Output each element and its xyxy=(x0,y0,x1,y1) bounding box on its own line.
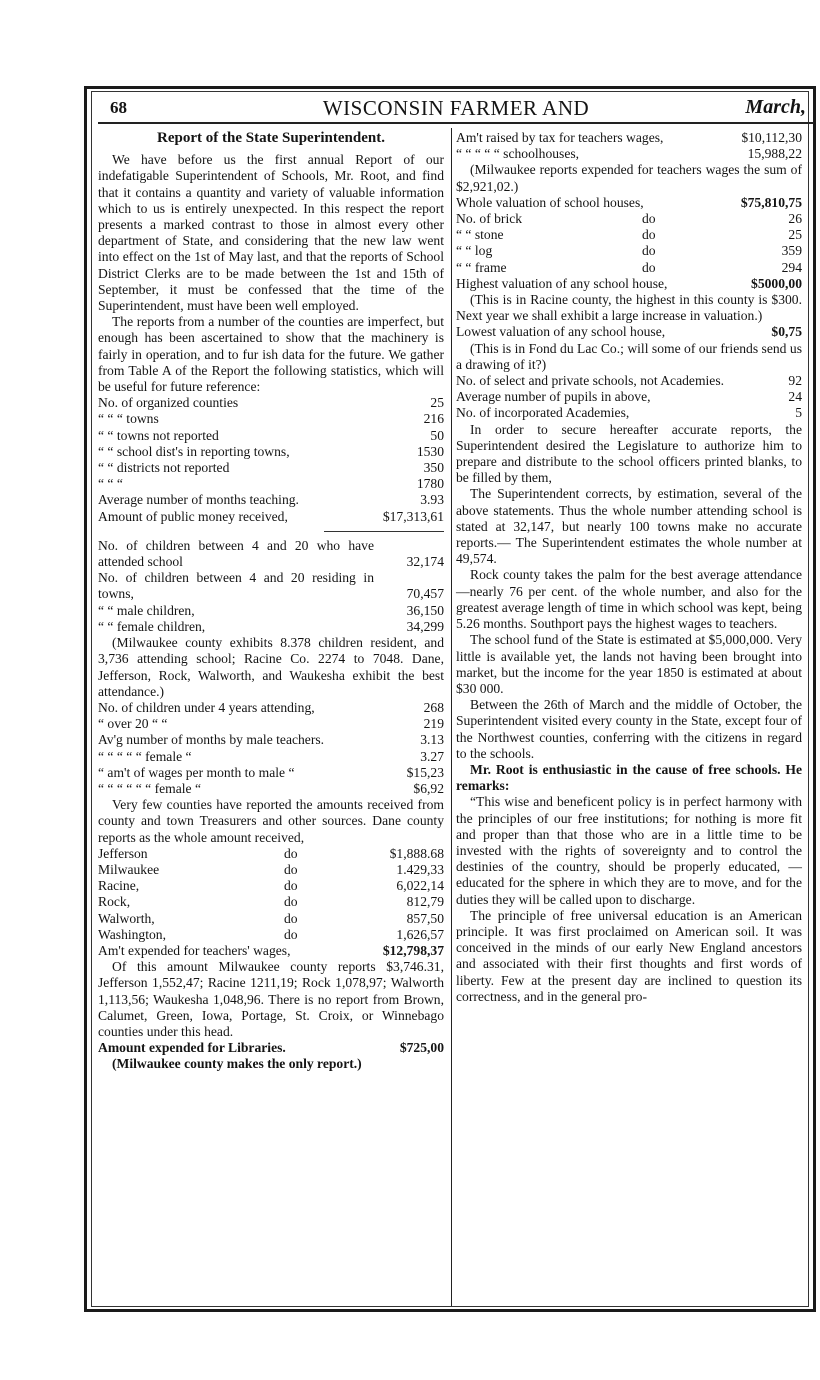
county-amounts-list xyxy=(98,846,444,943)
county-row: Racine, do 6,022,14 xyxy=(98,878,444,894)
stat-row: “ “ “ towns 216 xyxy=(98,411,444,427)
corrects-paragraph: The Superintendent corrects, by estimation, several of the above statements. Thus the whole number attending school is stated at 32,147, but nearly 100 towns make no accurate reports.— The Superintendent estimates the whole number at 49,574. xyxy=(456,486,802,567)
attendance-list xyxy=(98,700,444,797)
county-row: Rock, do 812,79 xyxy=(98,894,444,910)
milwaukee-county-paragraph: Of this amount Milwaukee county reports $3,746.31, Jefferson 1,552,47; Racine 1211,19; Rock 1,078,97; Walworth 1,113,56; Waukesha 1,048,96. There is no report from Brown, Calumet, Green, Iowa, Portage, St. Croix, or Winnebago counties under this head. xyxy=(98,959,444,1039)
libraries-note: (Milwaukee county makes the only report.) xyxy=(112,1056,362,1072)
publication-title: WISCONSIN FARMER AND xyxy=(322,96,590,120)
right-column xyxy=(456,130,802,1005)
lowest-note: (This is in Fond du Lac Co.; will some of our friends send us a drawing of it?) xyxy=(456,340,802,372)
highest-valuation-row: Highest valuation of any school house, $5000,00 xyxy=(456,275,802,291)
stat-row: “ “ “ 1780 xyxy=(98,476,444,492)
intro-paragraph: We have before us the first annual Report of our indefatigable Superintendent of Schools, Mr. Root, and find that it contains a quantity and variety of valuable information which to us is entirely unexpected. In this respect the report presents a marked contrast to those in almost every other department of State, and considering that the new law went into effect on the 1st of May last, and that the reports of School District Clerks are to be made between the 1st and 15th of September, it must be confessed that the time of the Superintendent, must have been well employed. xyxy=(98,152,444,314)
principle-paragraph: The principle of free universal education is an American principle. It was first proclaimed on American soil. It was conceived in the minds of our early New England ancestors and associated with their first thoughts and first words of liberty. Few at the present day are inclined to question its correctness, and in the general pro- xyxy=(456,907,802,1004)
children-list xyxy=(98,538,444,635)
column-divider xyxy=(451,128,452,1306)
school-houses-list xyxy=(456,211,802,276)
stat-row: “ “ school dist's in reporting towns, 1530 xyxy=(98,443,444,459)
county-row: Milwaukee do 1.429,33 xyxy=(98,861,444,877)
county-row: Jefferson do $1,888.68 xyxy=(98,845,444,861)
lowest-valuation-row: Lowest valuation of any school house, $0,75 xyxy=(456,324,802,340)
children-row: No. of children between 4 and 20 who have attended school 32,174 xyxy=(98,537,444,570)
root-paragraph: Mr. Root is enthusiastic in the cause of free schools. He remarks: xyxy=(456,761,802,794)
visit-paragraph: Between the 26th of March and the middle of October, the Superintendent visited every county in the State, except four of the Northwest counties, conferring with the citizens in regard to the schools. xyxy=(456,697,802,761)
highest-note: (This is in Racine county, the highest in this county is $300. Next year we shall exhibit a large increase in valuation.) xyxy=(456,292,802,324)
select-row: No. of incorporated Academies, 5 xyxy=(456,405,802,421)
attendance-row: Av'g number of months by male teachers. 3.13 xyxy=(98,732,444,748)
header-rule xyxy=(98,122,814,124)
teachers-wages-row: Am't expended for teachers' wages, $12,798,37 xyxy=(98,942,444,958)
house-row: No. of brick do 26 xyxy=(456,211,802,227)
tax-note: (Milwaukee reports expended for teachers wages the sum of $2,921,02.) xyxy=(456,162,802,194)
attendance-row: “ am't of wages per month to male “ $15,23 xyxy=(98,764,444,780)
house-row: “ “ frame do 294 xyxy=(456,259,802,275)
select-row: No. of select and private schools, not Academies. 92 xyxy=(456,373,802,389)
tax-row: “ “ “ “ “ schoolhouses, 15,988,22 xyxy=(456,146,802,162)
county-row: Washington, do 1,626,57 xyxy=(98,926,444,942)
stat-row: “ “ towns not reported 50 xyxy=(98,427,444,443)
stat-row: Average number of months teaching. 3.93 xyxy=(98,492,444,508)
stat-row: “ “ districts not reported 350 xyxy=(98,460,444,476)
attendance-row: “ “ “ “ “ female “ 3.27 xyxy=(98,748,444,764)
school-fund-paragraph: The school fund of the State is estimated at $5,000,000. Very little is available yet, the lands not having been brought into market, but the income for the year 1850 is estimated at about $30 000. xyxy=(456,632,802,696)
house-row: “ “ stone do 25 xyxy=(456,227,802,243)
children-row: “ “ male children, 36,150 xyxy=(98,602,444,618)
section-separator xyxy=(324,531,444,532)
house-row: “ “ log do 359 xyxy=(456,243,802,259)
article-heading: Report of the State Superintendent. xyxy=(157,130,385,146)
issue-month: March, xyxy=(745,96,806,118)
left-column xyxy=(98,130,444,1073)
select-row: Average number of pupils in above, 24 xyxy=(456,389,802,405)
libraries-row: Amount expended for Libraries. $725,00 xyxy=(98,1040,444,1056)
stat-row: No. of organized counties 25 xyxy=(98,395,444,411)
county-reports-paragraph: Very few counties have reported the amounts received from county and town Treasurers and other sources. Dane county reports as the whole amount received, xyxy=(98,797,444,845)
statistics-list xyxy=(98,395,444,525)
valuation-row: Whole valuation of school houses, $75,810,75 xyxy=(456,194,802,210)
quote-paragraph: “This wise and beneficent policy is in perfect harmony with the principles of our free institutions; for nothing is more fit and proper than that those who are in a little time to be invested with the rights of sovereignty and to control the destinies of the country, should be properly educated, —educated for the sphere in which they are to move, and for the duties they will be called upon to discharge. xyxy=(456,794,802,907)
order-paragraph: In order to secure hereafter accurate reports, the Superintendent desired the Legislature to authorize him to prepare and distribute to the school officers printed blanks, to be filled by them, xyxy=(456,421,802,486)
milwaukee-note: (Milwaukee county exhibits 8.378 children resident, and 3,736 attending school; Racine Co. 2274 to 7048. Dane, Jefferson, Rock, Walworth, and Waukesha exhibit the best attendance.) xyxy=(98,635,444,699)
tax-row: Am't raised by tax for teachers wages, $10,112,30 xyxy=(456,130,802,145)
attendance-row: No. of children under 4 years attending, 268 xyxy=(98,699,444,715)
statistics-intro-paragraph: The reports from a number of the counties are imperfect, but enough has been ascertained to show that the machinery is fairly in operation, and to fur ish data for the future. We gather from Table A of the Report the following statistics, which will be useful for future reference: xyxy=(98,314,444,395)
stat-row: Amount of public money received, $17,313,61 xyxy=(98,508,444,524)
rock-county-paragraph: Rock county takes the palm for the best average attendance—nearly 76 per cent. of the whole number, and also for the greatest average length of time in which school was kept, being 5.26 months. Southport pays the highest wages to teachers. xyxy=(456,567,802,632)
children-row: No. of children between 4 and 20 residing in towns, 70,457 xyxy=(98,570,444,602)
page-header xyxy=(100,94,812,122)
select-schools-list xyxy=(456,373,802,422)
attendance-row: “ over 20 “ “ 219 xyxy=(98,716,444,732)
children-row: “ “ female children, 34,299 xyxy=(98,618,444,634)
county-row: Walworth, do 857,50 xyxy=(98,910,444,926)
attendance-row: “ “ “ “ “ “ female “ $6,92 xyxy=(98,780,444,796)
page-number: 68 xyxy=(110,98,127,117)
